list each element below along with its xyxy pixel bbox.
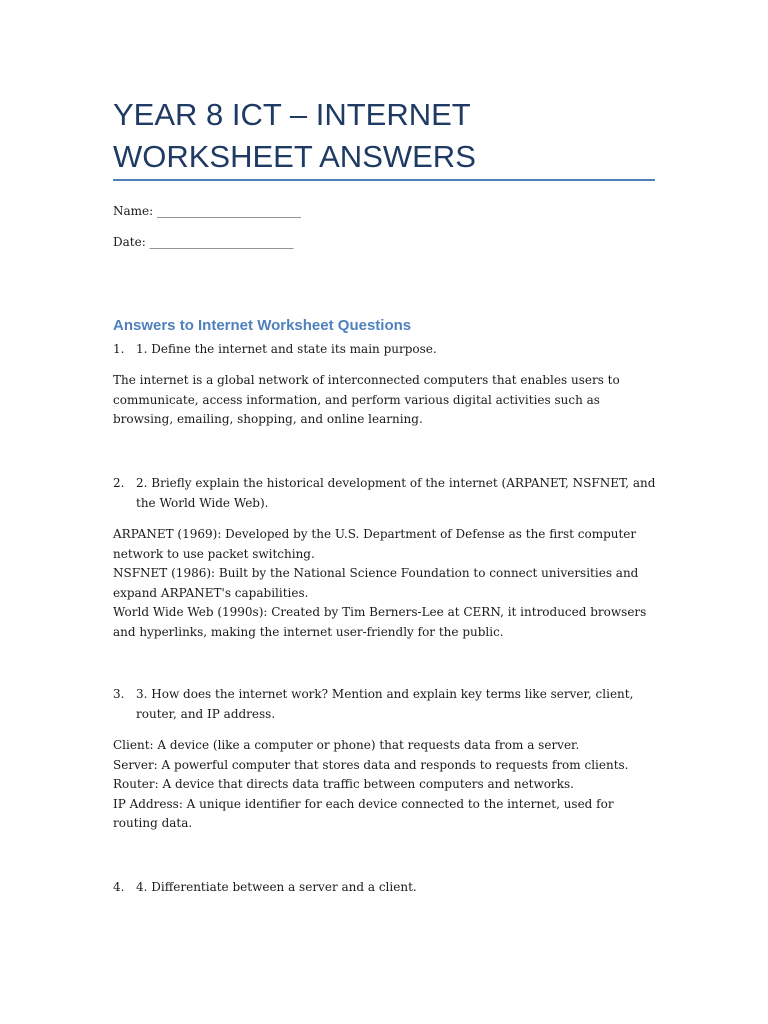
answer-1: [113, 371, 658, 430]
answer-line-server: Server: A powerful computer that stores data and responds to requests from clients.: [113, 757, 629, 772]
date-field: Date: ________________________: [113, 235, 294, 249]
answer-2: [113, 525, 658, 642]
answer-paragraph: The internet is a global network of interconnected computers that enables users to communicate, access information, and perform various digital activities such as browsing, emailing, shopping, and online learning.: [113, 373, 620, 426]
answer-line-www: World Wide Web (1990s): Created by Tim Berners-Lee at CERN, it introduced browsers and hyperlinks, making the internet user-friendly for the public.: [113, 605, 647, 639]
section-heading: Answers to Internet Worksheet Questions: [113, 317, 412, 334]
answer-line-client: Client: A device (like a computer or phone) that requests data from a server.: [113, 738, 580, 752]
question-number: 2.: [113, 476, 125, 490]
question-number: 4.: [113, 880, 125, 894]
question-text: 3. How does the internet work? Mention and explain key terms like server, client, router, and IP address.: [136, 687, 634, 721]
answer-line-ip-address: IP Address: A unique identifier for each device connected to the internet, used for routing data.: [113, 796, 614, 830]
name-field: Name: ________________________: [113, 204, 301, 218]
title-divider: [113, 179, 655, 181]
document-title: YEAR 8 ICT – INTERNET WORKSHEET ANSWERS: [113, 97, 476, 174]
question-4: [113, 877, 658, 897]
answer-line-nsfnet: NSFNET (1986): Built by the National Science Foundation to connect universities and expand ARPANET's capabilities.: [113, 566, 639, 600]
question-text: 2. Briefly explain the historical development of the internet (ARPANET, NSFNET, and the World Wide Web).: [136, 476, 656, 510]
answer-3: [113, 736, 658, 834]
question-text: 1. Define the internet and state its main purpose.: [136, 342, 437, 356]
question-number: 1.: [113, 342, 125, 356]
question-1: [113, 339, 658, 359]
question-3: [113, 684, 658, 724]
answer-line-arpanet: ARPANET (1969): Developed by the U.S. Department of Defense as the first computer network to use packet switching.: [113, 527, 637, 561]
question-text: 4. Differentiate between a server and a client.: [136, 880, 417, 894]
question-2: [113, 473, 658, 513]
question-number: 3.: [113, 687, 125, 701]
answer-line-router: Router: A device that directs data traffic between computers and networks.: [113, 777, 574, 791]
